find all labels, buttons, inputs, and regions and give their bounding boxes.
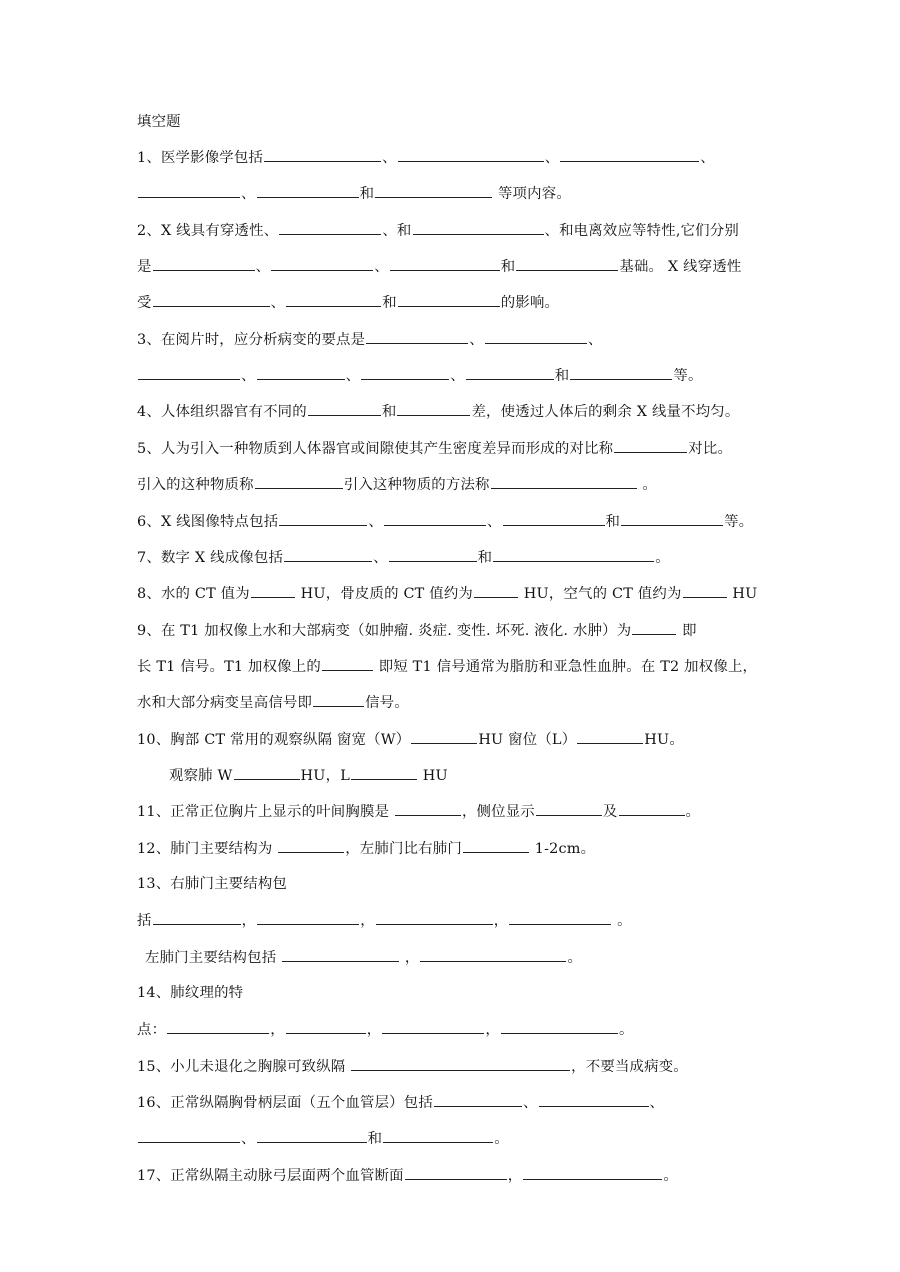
question-text: 12、肺门主要结构为 [137, 841, 278, 857]
question-text: ， [360, 913, 375, 929]
question-text: ，左肺门比右肺门 [345, 841, 462, 857]
question-text: 及 [602, 804, 618, 820]
question-line [137, 910, 632, 931]
question-text: 、 [587, 332, 603, 348]
question-line [137, 256, 742, 277]
answer-blank[interactable] [560, 147, 699, 162]
question-line [137, 1092, 664, 1113]
question-text: 、 [255, 259, 271, 275]
question-text: 、和电离效应等特性,它们分别 [544, 223, 739, 239]
question-text: 等。 [673, 368, 703, 384]
question-text: 即 [677, 623, 697, 639]
question-text: 观察肺 W [169, 768, 233, 784]
answer-blank[interactable] [466, 365, 554, 380]
answer-blank[interactable] [257, 365, 345, 380]
question-text: 和 [359, 186, 375, 202]
answer-blank[interactable] [376, 910, 493, 925]
question-line [137, 401, 740, 422]
question-text: 和 [605, 514, 621, 530]
question-line [137, 220, 739, 241]
answer-blank[interactable] [434, 1092, 522, 1107]
answer-blank[interactable] [375, 183, 492, 198]
question-text: 即短 T1 信号通常为脂肪和亚急性血肿。在 T2 加权像上， [373, 659, 758, 675]
answer-blank[interactable] [523, 1165, 662, 1180]
answer-blank[interactable] [632, 620, 676, 635]
question-text: 。 [655, 550, 670, 566]
question-line [137, 147, 715, 168]
question-text: 、 [486, 514, 502, 530]
question-text: 和 [367, 1131, 383, 1147]
question-text: 6、X 线图像特点包括 [137, 514, 279, 530]
question-line [137, 1128, 509, 1149]
answer-blank[interactable] [234, 765, 300, 780]
question-line [137, 983, 243, 1003]
answer-blank[interactable] [384, 511, 486, 526]
question-text: 括 [137, 913, 152, 929]
answer-blank[interactable] [257, 1128, 367, 1143]
answer-blank[interactable] [619, 801, 685, 816]
question-text: 引入这种物质的方法称 [343, 477, 490, 493]
question-text: ， [485, 1022, 500, 1038]
question-line [137, 183, 571, 204]
question-text: 、 [373, 550, 388, 566]
question-text: 的影响。 [500, 295, 560, 311]
question-text: 7、数字 X 线成像包括 [137, 550, 284, 566]
answer-blank[interactable] [501, 1019, 618, 1034]
question-text: 。 [618, 1022, 634, 1038]
question-line [137, 329, 602, 350]
answer-blank[interactable] [322, 656, 373, 671]
question-text: ， [507, 1168, 523, 1184]
question-text: ，不要当成病变。 [571, 1059, 688, 1075]
answer-blank[interactable] [308, 401, 381, 416]
answer-blank[interactable] [390, 256, 500, 271]
question-text: 1、医学影像学包括 [137, 150, 264, 166]
question-text: ，侧位显示 [461, 804, 535, 820]
question-text: 15、小儿未退化之胸腺可致纵隔 [137, 1059, 351, 1075]
answer-blank[interactable] [621, 511, 723, 526]
answer-blank[interactable] [509, 910, 611, 925]
question-text: 2、X 线具有穿透性、 [137, 223, 279, 239]
question-text: 。 [494, 1131, 509, 1147]
question-text: 长 T1 信号。T1 加权像上的 [137, 659, 321, 675]
answer-blank[interactable] [398, 147, 544, 162]
answer-blank[interactable] [282, 947, 399, 962]
question-line [137, 583, 757, 604]
question-text: 14、肺纹理的特 [137, 985, 244, 1001]
question-text: HU，骨皮质的 CT 值约为 [295, 586, 474, 602]
question-text: 13、右肺门主要结构包 [137, 876, 288, 892]
question-line [137, 1019, 634, 1040]
question-text: 基础。 X 线穿透性 [619, 259, 742, 275]
answer-blank[interactable] [397, 401, 470, 416]
answer-blank[interactable] [395, 801, 461, 816]
answer-blank[interactable] [278, 838, 344, 853]
question-text: 。 [612, 913, 632, 929]
question-text: 。 [637, 477, 658, 493]
answer-blank[interactable] [138, 365, 240, 380]
answer-blank[interactable] [485, 329, 587, 344]
answer-blank[interactable] [493, 547, 654, 562]
question-line [137, 1056, 688, 1077]
question-text: 和 [554, 368, 570, 384]
question-text: HU，L [300, 768, 350, 784]
question-text: 等项内容。 [493, 186, 571, 202]
answer-blank[interactable] [405, 1165, 507, 1180]
question-text: 3、在阅片时，应分析病变的要点是 [137, 332, 366, 348]
question-text: 左肺门主要结构包括 [145, 950, 282, 966]
question-text: 、 [700, 150, 715, 166]
answer-blank[interactable] [351, 1056, 570, 1071]
answer-blank[interactable] [614, 438, 687, 453]
question-text: 和 [500, 259, 516, 275]
question-text: 引入的这种物质称 [137, 477, 254, 493]
question-text: 、 [345, 368, 361, 384]
question-line [137, 801, 700, 822]
question-text: HU。 [644, 732, 684, 748]
question-text: 对比。 [688, 441, 733, 457]
question-text: ， [400, 950, 420, 966]
question-text: 、 [649, 1095, 665, 1111]
answer-blank[interactable] [420, 947, 566, 962]
answer-blank[interactable] [366, 329, 468, 344]
question-text: ， [270, 1022, 285, 1038]
question-text: 是 [137, 259, 152, 275]
question-line [137, 692, 409, 713]
answer-blank[interactable] [536, 801, 602, 816]
question-text: ， [493, 913, 509, 929]
question-line [145, 947, 582, 968]
question-text: 点： [137, 1022, 167, 1038]
answer-blank[interactable] [138, 1128, 240, 1143]
question-text: 、 [270, 295, 286, 311]
answer-blank[interactable] [255, 474, 343, 489]
answer-blank[interactable] [351, 765, 417, 780]
answer-blank[interactable] [539, 1092, 649, 1107]
question-line [137, 656, 757, 677]
answer-blank[interactable] [138, 183, 240, 198]
answer-blank[interactable] [279, 511, 367, 526]
question-text: 4、人体组织器官有不同的 [137, 404, 307, 420]
question-line [137, 547, 670, 568]
question-text: 、和 [382, 223, 412, 239]
question-text: HU，空气的 CT 值约为 [519, 586, 682, 602]
answer-blank[interactable] [284, 547, 372, 562]
question-text: 。 [567, 950, 583, 966]
question-text: 16、正常纵隔胸骨柄层面（五个血管层）包括 [137, 1095, 433, 1111]
answer-blank[interactable] [570, 365, 672, 380]
answer-blank[interactable] [286, 292, 381, 307]
answer-blank[interactable] [251, 583, 295, 598]
question-text: 11、正常正位胸片上显示的叶间胸膜是 [137, 804, 394, 820]
question-text: HU 窗位（L） [478, 732, 577, 748]
answer-blank[interactable] [413, 220, 544, 235]
answer-blank[interactable] [383, 1128, 493, 1143]
answer-blank[interactable] [167, 1019, 269, 1034]
answer-blank[interactable] [503, 511, 605, 526]
answer-blank[interactable] [153, 256, 255, 271]
question-line [137, 474, 657, 495]
question-text: ， [241, 913, 257, 929]
question-text: 、 [368, 514, 383, 530]
question-text: 、 [450, 368, 465, 384]
question-line [137, 1165, 678, 1186]
question-line [137, 620, 697, 641]
question-text: 、 [522, 1095, 538, 1111]
question-text: 。 [663, 1168, 678, 1184]
question-text: 、 [241, 1131, 256, 1147]
question-line [137, 838, 595, 859]
answer-blank[interactable] [264, 147, 381, 162]
answer-blank[interactable] [257, 183, 359, 198]
question-line [137, 729, 684, 750]
question-text: 、 [241, 186, 256, 202]
answer-blank[interactable] [257, 910, 359, 925]
question-text: 、 [469, 332, 484, 348]
question-line [137, 511, 753, 532]
answer-blank[interactable] [279, 220, 381, 235]
question-line [137, 874, 287, 894]
section-title: 填空题 [137, 114, 181, 130]
question-text: 8、水的 CT 值为 [137, 586, 250, 602]
answer-blank[interactable] [516, 256, 618, 271]
answer-blank[interactable] [474, 583, 518, 598]
question-text: 和 [477, 550, 493, 566]
question-text: 、 [241, 368, 256, 384]
question-text: 、 [382, 150, 397, 166]
question-text: 信号。 [365, 695, 409, 711]
answer-blank[interactable] [361, 365, 449, 380]
question-text: 10、胸部 CT 常用的观察纵隔 窗宽（W） [137, 732, 411, 748]
answer-blank[interactable] [382, 1019, 484, 1034]
answer-blank[interactable] [577, 729, 643, 744]
answer-blank[interactable] [411, 729, 477, 744]
answer-blank[interactable] [153, 910, 241, 925]
question-text: 水和大部分病变呈高信号即 [137, 695, 313, 711]
question-text: 、 [544, 150, 560, 166]
question-text: 等。 [724, 514, 754, 530]
answer-blank[interactable] [153, 292, 270, 307]
answer-blank[interactable] [313, 692, 364, 707]
question-line [137, 292, 559, 313]
question-text: 差，使透过人体后的剩余 X 线量不均匀。 [471, 404, 740, 420]
question-line [169, 765, 448, 786]
question-text: HU [417, 768, 448, 784]
question-text: 受 [137, 295, 152, 311]
answer-blank[interactable] [271, 256, 373, 271]
answer-blank[interactable] [398, 292, 500, 307]
answer-blank[interactable] [463, 838, 529, 853]
question-text: 、 [374, 259, 389, 275]
question-text: ， [366, 1022, 382, 1038]
question-text: 17、正常纵隔主动脉弓层面两个血管断面 [137, 1168, 404, 1184]
answer-blank[interactable] [389, 547, 477, 562]
question-text: 和 [381, 404, 397, 420]
answer-blank[interactable] [491, 474, 637, 489]
question-text: 和 [382, 295, 397, 311]
question-text: 5、人为引入一种物质到人体器官或间隙使其产生密度差异而形成的对比称 [137, 441, 614, 457]
question-text: 。 [685, 804, 701, 820]
answer-blank[interactable] [286, 1019, 366, 1034]
question-line [137, 365, 703, 386]
question-line [137, 438, 732, 459]
question-text: 1-2cm。 [529, 841, 596, 857]
question-text: 9、在 T1 加权像上水和大部病变（如肿瘤. 炎症. 变性. 坏死. 液化. 水肿）为 [137, 623, 632, 639]
answer-blank[interactable] [683, 583, 727, 598]
question-text: HU [727, 586, 758, 602]
